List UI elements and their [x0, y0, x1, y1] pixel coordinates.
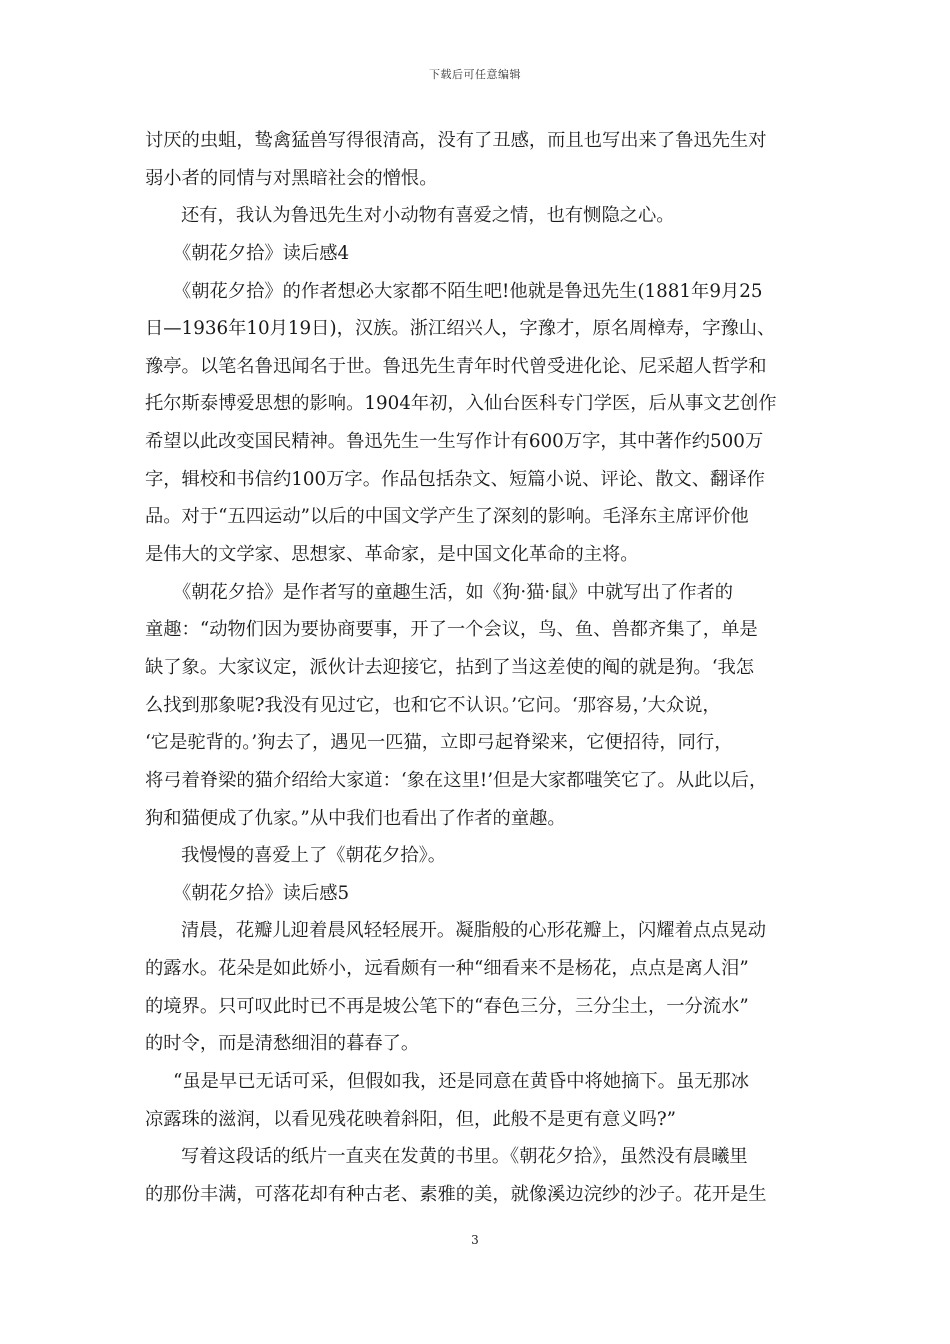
text-line: 还有，我认为鲁迅先生对小动物有喜爱之情，也有恻隐之心。 [181, 205, 675, 227]
text-line: 《朝花夕拾》是作者写的童趣生活，如《狗·猫·鼠》中就写出了作者的 [173, 581, 734, 603]
text-line: 我慢慢的喜爱上了《朝花夕拾》。 [181, 845, 447, 867]
text-line: 品。对于“五四运动”以后的中国文学产生了深刻的影响。毛泽东主席评价他 [145, 506, 749, 528]
text-line: 写着这段话的纸片一直夹在发黄的书里。《朝花夕拾》，虽然没有晨曦里 [181, 1146, 748, 1168]
text-line: “虽是早已无话可采，但假如我，还是同意在黄昏中将她摘下。虽无那冰 [173, 1071, 750, 1093]
text-line: 童趣：“动物们因为要协商要事，开了一个会议，鸟、鱼、兽都齐集了，单是 [145, 619, 758, 641]
text-line: 是伟大的文学家、思想家、革命家，是中国文化革命的主将。 [145, 544, 639, 566]
text-line: 凉露珠的滋润，以看见残花映着斜阳，但，此般不是更有意义吗?” [145, 1108, 677, 1130]
text-line: 的境界。只可叹此时已不再是坡公笔下的“春色三分，三分尘土，一分流水” [145, 995, 749, 1017]
page-header: 下载后可任意编辑 [429, 68, 521, 81]
text-line: 清晨，花瓣儿迎着晨风轻轻展开。凝脂般的心形花瓣上，闪耀着点点晃动 [181, 920, 766, 942]
text-line: 豫亭。以笔名鲁迅闻名于世。鲁迅先生青年时代曾受进化论、尼采超人哲学和 [145, 355, 767, 377]
text-line: 的时令，而是清愁细泪的暮春了。 [145, 1033, 420, 1055]
text-line: 将弓着脊梁的猫介绍给大家道：‘象在这里!’但是大家都嗤笑它了。从此以后， [145, 769, 768, 791]
text-line: 日—1936年10月19日)，汉族。浙江绍兴人，字豫才，原名周樟寿，字豫山、 [145, 318, 776, 340]
text-line: 《朝花夕拾》的作者想必大家都不陌生吧!他就是鲁迅先生(1881年9月25 [173, 280, 763, 302]
text-line: 《朝花夕拾》读后感5 [173, 882, 350, 904]
text-line: 字，辑校和书信约100万字。作品包括杂文、短篇小说、评论、散文、翻译作 [145, 468, 765, 490]
text-line: 希望以此改变国民精神。鲁迅先生一生写作计有600万字，其中著作约500万 [145, 431, 764, 453]
text-line: 《朝花夕拾》读后感4 [173, 242, 350, 264]
text-line: 讨厌的虫蛆，鸷禽猛兽写得很清高，没有了丑感，而且也写出来了鲁迅先生对 [145, 130, 767, 151]
text-line: 缺了象。大家议定，派伙计去迎接它，拈到了当这差使的阄的就是狗。‘我怎 [145, 656, 755, 678]
document-body [145, 122, 807, 1214]
text-line: 的那份丰满，可落花却有种古老、素雅的美，就像溪边浣纱的沙子。花开是生 [145, 1183, 767, 1205]
text-line: 的露水。花朵是如此娇小，远看颇有一种“细看来不是杨花，点点是离人泪” [145, 958, 749, 980]
text-line: ‘它是驼背的。’狗去了，遇见一匹猫，立即弓起脊梁来，它便招待，同行， [145, 732, 733, 754]
page-number: 3 [471, 1233, 479, 1247]
text-line: 狗和猫便成了仇家。”从中我们也看出了作者的童趣。 [145, 807, 566, 829]
text-line: 么找到那象呢?我没有见过它，也和它不认识。’它问。‘那容易，’大众说， [145, 694, 721, 716]
text-line: 弱小者的同情与对黑暗社会的憎恨。 [145, 167, 438, 189]
text-line: 托尔斯泰博爱思想的影响。1904年初，入仙台医科专门学医，后从事文艺创作 [145, 393, 777, 415]
